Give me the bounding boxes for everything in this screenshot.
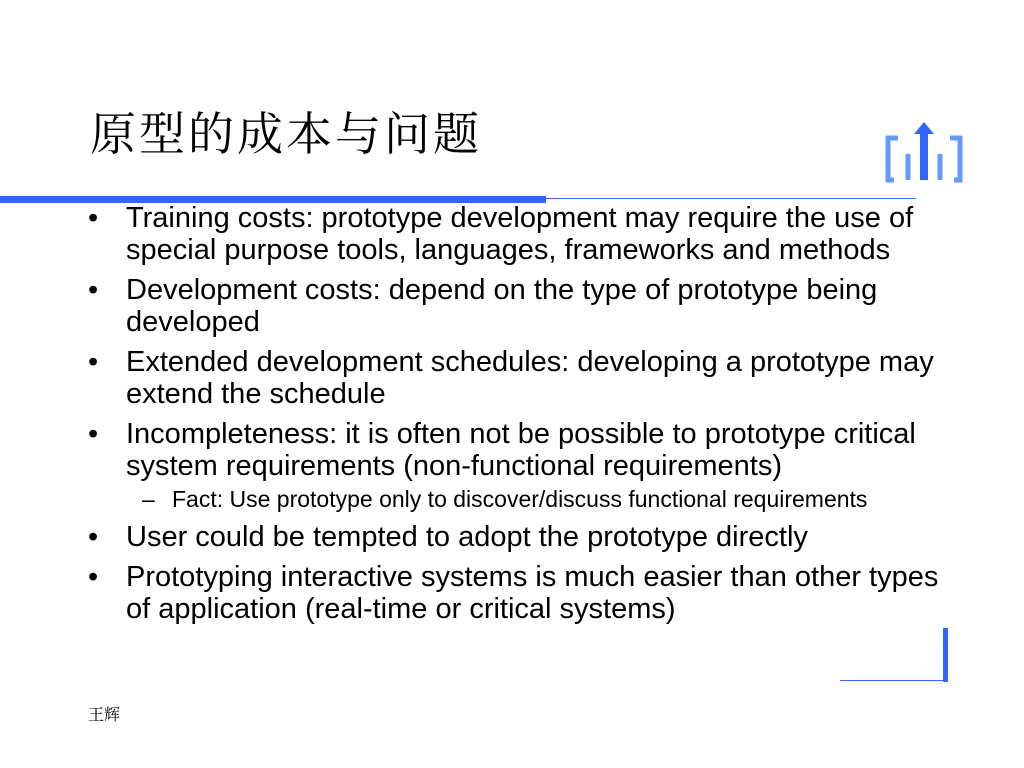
bullet-dot: • bbox=[88, 418, 99, 450]
bullet-list bbox=[88, 202, 948, 633]
sub-bullet-list bbox=[126, 486, 948, 513]
bullet-dot: • bbox=[88, 561, 99, 593]
blue-arrow-bracket-logo-icon bbox=[884, 118, 964, 198]
bullet-item bbox=[88, 418, 948, 513]
corner-accent-bar bbox=[943, 628, 948, 682]
bullet-text: Training costs: prototype development may require the use of special purpose tools, languages, frameworks and methods bbox=[126, 202, 914, 266]
sub-bullet-item bbox=[126, 486, 948, 513]
bullet-item bbox=[88, 561, 948, 625]
bullet-dot: • bbox=[88, 346, 99, 378]
bullet-text: Extended development schedules: developing a prototype may extend the schedule bbox=[126, 346, 934, 410]
sub-bullet-text: Fact: Use prototype only to discover/discuss functional requirements bbox=[172, 486, 868, 512]
bullet-item bbox=[88, 274, 948, 338]
bullet-item bbox=[88, 202, 948, 266]
bullet-text: Prototyping interactive systems is much easier than other types of application (real-time or critical systems) bbox=[126, 561, 939, 625]
corner-accent-line bbox=[840, 680, 948, 681]
bullet-item bbox=[88, 521, 948, 553]
bullet-text: Development costs: depend on the type of prototype being developed bbox=[126, 274, 878, 338]
bullet-text: User could be tempted to adopt the prototype directly bbox=[126, 521, 808, 553]
sub-bullet-dash: – bbox=[142, 486, 155, 512]
slide-title: 原型的成本与问题 bbox=[90, 107, 482, 161]
bullet-dot: • bbox=[88, 274, 99, 306]
bullet-dot: • bbox=[88, 202, 99, 234]
author-footer: 王辉 bbox=[88, 707, 121, 724]
bullet-dot: • bbox=[88, 521, 99, 553]
bullet-item bbox=[88, 346, 948, 410]
title-underline-thin bbox=[546, 198, 916, 199]
bullet-text: Incompleteness: it is often not be possible to prototype critical system requirements (non-functional requirements) bbox=[126, 418, 916, 482]
